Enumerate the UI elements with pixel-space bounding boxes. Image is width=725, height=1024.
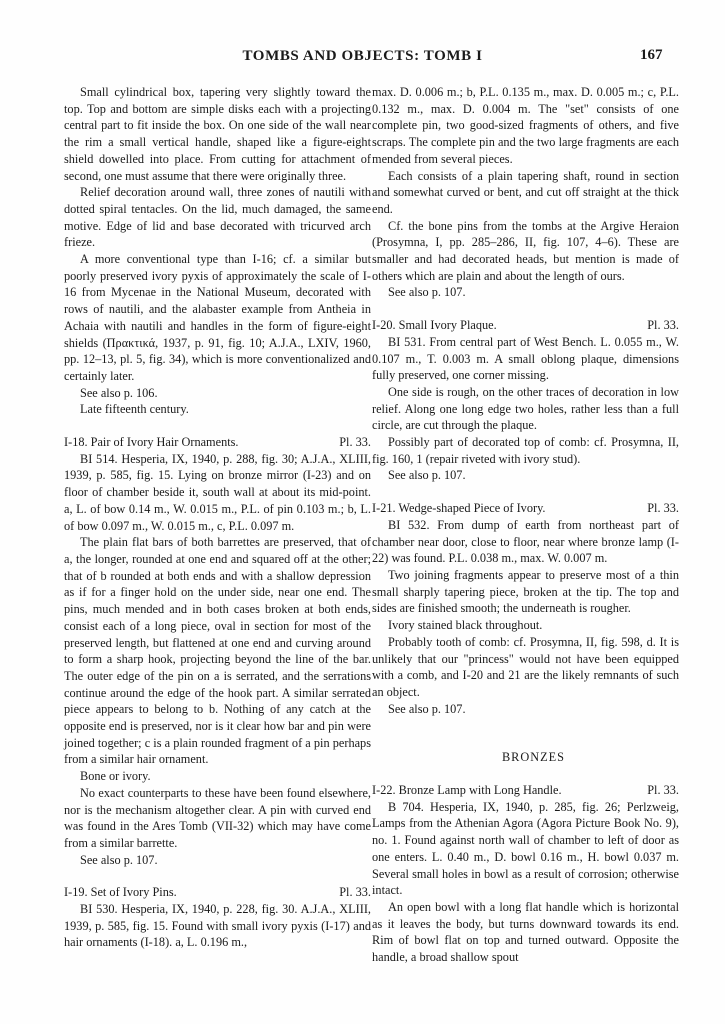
paragraph: See also p. 107. bbox=[80, 852, 158, 867]
paragraph: See also p. 106. bbox=[80, 385, 158, 400]
paragraph: Relief decoration around wall, three zones of nautili with dotted spiral tentacles. On the lid, much damaged, the same motive. Edge of lid and base decorated with tricurved arch frieze. bbox=[64, 185, 371, 250]
paragraph: Cf. the bone pins from the tombs at the Argive Heraion (Prosymna, I, pp. 285–286, II, fig. 107, 4–6). These are smaller and had decorated heads, but mention is made of others which are plain and about the length of ours. bbox=[372, 218, 679, 283]
paragraph: No exact counterparts to these have been found elsewhere, nor is the mechanism altogether clear. A pin with curved end was found in the Ares Tomb (VII-32) which may have come from a similar barrette. bbox=[64, 785, 371, 850]
entry-heading-i20 bbox=[372, 317, 679, 334]
page-number: 167 bbox=[640, 47, 663, 63]
paragraph: Ivory stained black throughout. bbox=[388, 618, 543, 633]
paragraph: Two joining fragments appear to preserve most of a thin small sharply tapering piece, broken at the tip. The top and sides are finished smooth; the underneath is rougher. bbox=[372, 567, 679, 616]
paragraph: See also p. 107. bbox=[388, 468, 466, 483]
paragraph: Possibly part of decorated top of comb: cf. Prosymna, II, fig. 160, 1 (repair riveted with ivory stud). bbox=[372, 435, 679, 466]
entry-heading-i22 bbox=[372, 782, 679, 799]
paragraph: Bone or ivory. bbox=[80, 769, 151, 784]
paragraph: BI 514. Hesperia, IX, 1940, p. 288, fig. 30; A.J.A., XLIII, 1939, p. 585, fig. 15. Lying on bronze mirror (I-23) and on floor of chamber beside it, south wall at about its mid-point. a, L. of bow 0.14 m., W. 0.015 m., P.L. of pin 0.103 m.; b, L. of bow 0.097 m., W. 0.015 m., c, P.L. 0.097 m. bbox=[64, 451, 371, 533]
entry-title: I-21. Wedge-shaped Piece of Ivory. bbox=[372, 501, 546, 516]
entry-title: I-19. Set of Ivory Pins. bbox=[64, 885, 177, 900]
plate-reference: Pl. 33. bbox=[339, 885, 371, 900]
plate-reference: Pl. 33. bbox=[647, 501, 679, 516]
paragraph: BI 530. Hesperia, IX, 1940, p. 228, fig. 30. A.J.A., XLIII, 1939, p. 585, fig. 15. Found with small ivory pyxis (I-17) and hair ornaments (I-18). a, L. 0.196 m., bbox=[64, 902, 371, 950]
entry-heading-i21 bbox=[372, 500, 679, 517]
entry-heading-i19 bbox=[64, 884, 371, 901]
entry-heading-i18 bbox=[64, 434, 371, 451]
paragraph: One side is rough, on the other traces of decoration in low relief. Along one long edge two holes, rather less than a full circle, are cut through the plaque. bbox=[372, 384, 679, 433]
paragraph: Small cylindrical box, tapering very slightly toward the top. Top and bottom are simple disks each with a projecting central part to fit inside the box. On one side of the wall near the rim a small vertical handle, shaped like a figure-eight shield dowelled into place. From cutting for attachment of second, one must assume that there were originally three. bbox=[64, 85, 371, 183]
paragraph: Probably tooth of comb: cf. Prosymna, II, fig. 598, d. It is unlikely that our "princess" would not have been equipped with a comb, and I-20 and 21 are the likely remnants of such an object. bbox=[372, 634, 679, 699]
section-heading: BRONZES bbox=[501, 750, 566, 765]
entry-title: I-22. Bronze Lamp with Long Handle. bbox=[372, 783, 562, 798]
paragraph: See also p. 107. bbox=[388, 285, 466, 300]
right-column bbox=[372, 84, 679, 966]
paragraph: max. D. 0.006 m.; b, P.L. 0.135 m., max. D. 0.005 m.; c, P.L. 0.132 m., max. D. 0.004 m. The "set" consists of one complete pin, two good-sized fragments of others, and five scraps. The complete pin and the two large fragments are each mended from several pieces. bbox=[372, 85, 679, 166]
paragraph: BI 532. From dump of earth from northeast part of chamber near door, close to floor, near where bronze lamp (I-22) was found. P.L. 0.038 m., max. W. 0.007 m. bbox=[372, 517, 679, 566]
entry-title: I-20. Small Ivory Plaque. bbox=[372, 318, 497, 333]
plate-reference: Pl. 33. bbox=[339, 435, 371, 450]
left-column bbox=[64, 84, 371, 951]
entry-title: I-18. Pair of Ivory Hair Ornaments. bbox=[64, 435, 239, 450]
paragraph: See also p. 107. bbox=[388, 701, 466, 716]
paragraph: The plain flat bars of both barrettes are preserved, that of a, the longer, rounded at one end and squared off at the other; that of b rounded at both ends and with a shallow depression as if for a finger hold on the under side, near one end. The pins, much mended and in both cases broken at both ends, consist each of a long piece, oval in section for most of the preserved length, but flattened at one end and curving around to form a sharp hook, projecting beyond the line of the bar. The outer edge of the pin on a is serrated, and the serrations continue around the edge of the hook part. A similar serrated piece appears to belong to b. Nothing of any catch at the opposite end is preserved, nor is it clear how bar and pin were joined together; c is a plain rounded fragment of a pin perhaps from a similar hair ornament. bbox=[64, 535, 371, 767]
paragraph: BI 531. From central part of West Bench. L. 0.055 m., W. 0.107 m., T. 0.003 m. A small oblong plaque, dimensions fully preserved, one corner missing. bbox=[372, 334, 679, 383]
plate-reference: Pl. 33. bbox=[647, 783, 679, 798]
paragraph: An open bowl with a long flat handle which is horizontal as it leaves the body, but turns downward towards its end. Rim of bowl flat on top and turned outward. Opposite the handle, a broad shallow spout bbox=[372, 899, 679, 965]
paragraph: A more conventional type than I-16; cf. a similar but poorly preserved ivory pyxis of approximately the scale of I-16 from Mycenae in the National Museum, decorated with rows of nautili, and the alabaster example from Antheia in Achaia with nautili and handles in the form of figure-eight shields (Πρακτικά, 1937, p. 91, fig. 10; A.J.A., LXIV, 1960, pp. 12–13, pl. 5, fig. 34), which is more conventionalized and certainly later. bbox=[64, 252, 371, 383]
running-header: TOMBS AND OBJECTS: TOMB I bbox=[242, 48, 483, 64]
paragraph: Each consists of a plain tapering shaft, round in section and somewhat curved or bent, and cut off straight at the thick end. bbox=[372, 168, 679, 216]
plate-reference: Pl. 33. bbox=[647, 318, 679, 333]
paragraph: Late fifteenth century. bbox=[80, 402, 189, 417]
paragraph: B 704. Hesperia, IX, 1940, p. 285, fig. 26; Perlzweig, Lamps from the Athenian Agora (Agora Picture Book No. 9), no. 1. Found against north wall of chamber to left of door as one enters. L. 0.40 m., D. bowl 0.16 m., H. bowl 0.037 m. Several small holes in bowl as a result of corrosion; otherwise intact. bbox=[372, 799, 679, 898]
